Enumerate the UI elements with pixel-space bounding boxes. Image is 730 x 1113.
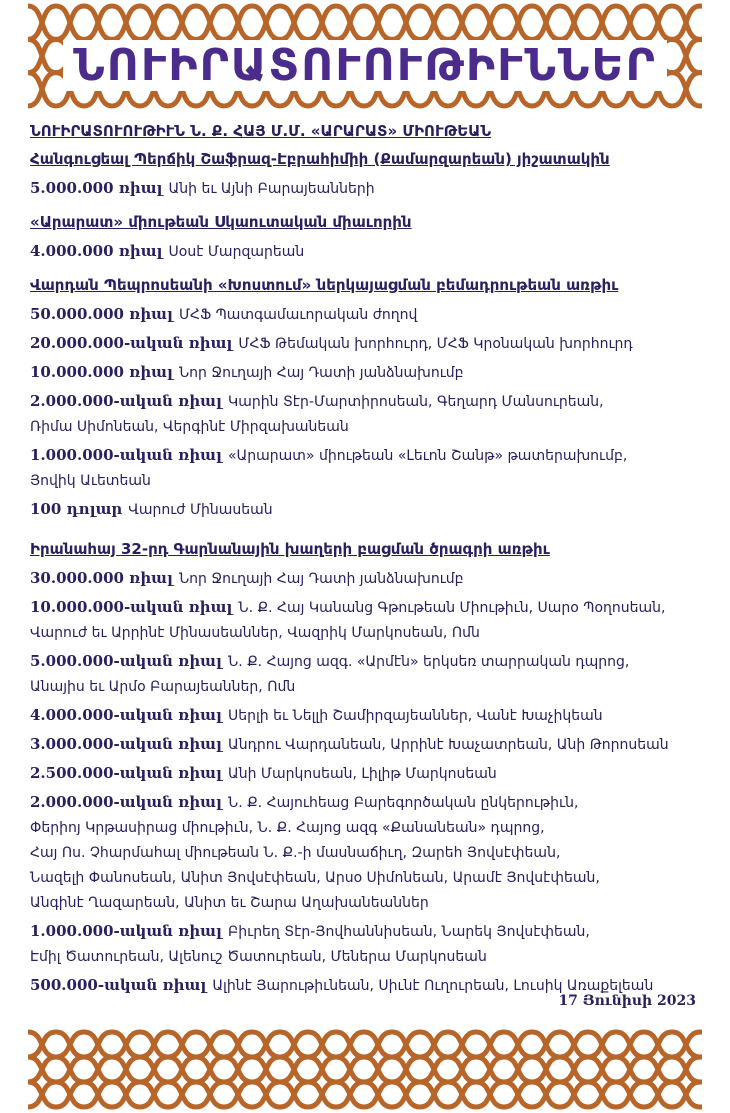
ornament-strand <box>700 1082 702 1107</box>
donors: Կարին Տէր-Մարտիրոսեան, Գեղարդ Մանսուրեան, <box>227 394 604 410</box>
ornament-strand <box>532 1057 560 1082</box>
ornament-strand <box>84 1057 112 1082</box>
list-item <box>30 790 700 915</box>
amount: 50.000.000 ռիալ <box>30 305 173 323</box>
ornament-strand <box>280 1082 308 1107</box>
donors: Անդրու Վարդանեան, Արրինէ Խաչատրեան, Անի Թորոսեան <box>227 737 669 753</box>
ornament-strand <box>56 6 84 39</box>
ornament-strand <box>588 1057 616 1082</box>
ornament-strand <box>224 1032 252 1057</box>
donors: Նոր Ջուղայի Հայ Դատի յանձնախումբ <box>178 571 464 587</box>
donors-cont: Ռիմա Սիմոնեան, Վերգինէ Միրզախանեան <box>30 419 349 435</box>
section-heading-3: Վարդան Պեպրոսեանի «Խոստում» ներկայացման բեմադրութեան առթիւ <box>30 276 619 294</box>
donors: Ալինէ Յարութիւնեան, Սիւնէ Ուղուրեան, Լուսիկ Առաքելեան <box>212 978 654 994</box>
ornament-strand <box>700 1057 702 1082</box>
ornament-strand <box>504 1082 532 1107</box>
ornament-strand <box>700 1032 702 1057</box>
ornament-strand <box>196 6 224 39</box>
ornament-strand <box>644 6 672 39</box>
donors: Ն. Ք. Հայ Կանանց Գթութեան Միութիւն, Սարօ Պօղոսեան, <box>238 600 666 616</box>
ornament-strand <box>252 1032 280 1057</box>
donors-cont: Հայ Ոս. Չհարմահալ միութեան Ն. Ք.-ի մասնաճիւղ, Զարեհ Յովսէփեան, <box>30 845 561 861</box>
ornament-strand <box>280 1032 308 1057</box>
amount: 2.000.000-ական ռիալ <box>30 392 222 410</box>
list-item <box>30 649 700 699</box>
ornament-strand <box>700 1032 702 1057</box>
ornament-strand <box>140 1032 168 1057</box>
ornament-strand <box>364 1057 392 1082</box>
ornament-strand <box>700 6 702 39</box>
ornament-strand <box>224 1082 252 1107</box>
donors-cont: Վարուժ եւ Արրինէ Մինասեաններ, Վազրիկ Մարկոսեան, Ոմն <box>30 625 480 641</box>
ornament-strand <box>56 1082 84 1107</box>
ornament-strand <box>672 6 700 39</box>
ornament-strand <box>280 1057 308 1082</box>
ornament-strand <box>616 1082 644 1107</box>
ornament-strand <box>504 1057 532 1082</box>
amount: 20.000.000-ական ռիալ <box>30 334 233 352</box>
ornament-strand <box>84 1082 112 1107</box>
ornament-strand <box>308 6 336 39</box>
list-item <box>30 443 700 493</box>
donors: Նոր Ջուղայի Հայ Դատի յանձնախումբ <box>178 365 464 381</box>
ornament-strand <box>420 6 448 39</box>
ornament-strand <box>560 6 588 39</box>
ornament-strand <box>168 1057 196 1082</box>
ornament-strand <box>308 1032 336 1057</box>
donors-cont: Անգինէ Ղազարեան, Անիտ եւ Շարա Աղախանեաններ <box>30 895 429 911</box>
donors: Սերլի եւ Նելլի Շամիրզայեաններ, Վանէ Խաչիկեան <box>227 708 603 724</box>
ornament-strand <box>224 6 252 39</box>
amount: 1.000.000-ական ռիալ <box>30 922 222 940</box>
ornament-strand <box>448 6 476 39</box>
ornament-strand <box>84 1032 112 1057</box>
list-item <box>30 919 700 969</box>
ornament-strand <box>56 1057 84 1082</box>
amount: 10.000.000 ռիալ <box>30 363 173 381</box>
page-title <box>18 40 712 91</box>
donors: Ն. Ք. Հայուհեաց Բարեգործական ընկերութիւն, <box>227 795 579 811</box>
amount: 5.000.000 ռիալ <box>30 179 163 197</box>
list-item <box>30 239 700 264</box>
donors: «Արարատ» միութեան «Լեւոն Շանթ» թատերախումբ, <box>227 448 628 464</box>
ornament-strand <box>140 6 168 39</box>
ornament-strand <box>224 1057 252 1082</box>
ornament-strand <box>364 6 392 39</box>
ornament-strand <box>504 6 532 39</box>
bottom-ornament-band <box>28 1026 702 1113</box>
ornament-strand <box>420 1032 448 1057</box>
section-heading-1: Հանգուցեալ Պերճիկ Շաֆրազ-Էբրահիմիի (Քամարզարեան) յիշատակին <box>30 150 610 168</box>
ornament-strand <box>112 1057 140 1082</box>
ornament-strand <box>84 6 112 39</box>
donors-cont: Փերիոյ Կրթասիրաց միութիւն, Ն. Ք. Հայոց ազգ «Քանանեան» դպրոց, <box>30 820 545 836</box>
amount: 2.000.000-ական ռիալ <box>30 793 222 811</box>
ornament-strand <box>672 1082 700 1107</box>
amount: 100 դոլար <box>30 500 123 518</box>
list-item <box>30 703 700 728</box>
page-title-text: ՆՈՒԻՐԱՏՈՒՈՒԹԻՒՆՆԵՐ <box>63 40 667 91</box>
ornament-strand <box>336 1057 364 1082</box>
ornament-strand <box>616 1032 644 1057</box>
ornament-strand <box>168 1032 196 1057</box>
donors: Անի Մարկոսեան, Լիլիթ Մարկոսեան <box>227 766 497 782</box>
ornament-strand <box>392 1082 420 1107</box>
list-item <box>30 761 700 786</box>
amount: 500.000-ական ռիալ <box>30 976 207 994</box>
ornament-strand <box>308 1057 336 1082</box>
list-item <box>30 331 700 356</box>
ornament-strand <box>140 1082 168 1107</box>
ornament-strand <box>588 1032 616 1057</box>
ornament-strand <box>532 1082 560 1107</box>
amount: 10.000.000-ական ռիալ <box>30 598 233 616</box>
ornament-strand <box>28 1032 56 1057</box>
ornament-strand <box>392 1032 420 1057</box>
donors: Վարուժ Մինասեան <box>128 502 273 518</box>
ornament-strand <box>168 6 196 39</box>
ornament-strand <box>28 1057 56 1082</box>
ornament-strand <box>112 1032 140 1057</box>
list-item <box>30 566 700 591</box>
ornament-strand <box>700 1082 702 1107</box>
ornament-strand <box>560 1032 588 1057</box>
ornament-strand <box>364 1082 392 1107</box>
amount: 4.000.000-ական ռիալ <box>30 706 222 724</box>
list-item <box>30 389 700 439</box>
donations-list <box>30 116 700 998</box>
ornament-strand <box>448 1082 476 1107</box>
publication-date: 17 Յունիսի 2023 <box>558 993 696 1009</box>
amount: 3.000.000-ական ռիալ <box>30 735 222 753</box>
ornament-strand <box>476 1057 504 1082</box>
ornament-strand <box>392 6 420 39</box>
ornament-strand <box>392 1057 420 1082</box>
ornament-strand <box>28 1082 56 1107</box>
ornament-strand <box>560 1057 588 1082</box>
ornament-strand <box>336 1032 364 1057</box>
section-heading-main: ՆՈՒԻՐԱՏՈՒՈՒԹԻՒՆ Ն. Ք. ՀԱՅ Մ.Մ. «ԱՐԱՐԱՏ» ՄԻՈՒԹԵԱՆ <box>30 122 492 140</box>
ornament-strand <box>252 1082 280 1107</box>
ornament-strand <box>672 1057 700 1082</box>
ornament-strand <box>532 1032 560 1057</box>
ornament-strand <box>672 1032 700 1057</box>
ornament-strand <box>252 1057 280 1082</box>
donors: ՄՀՖ Պատգամաւորական ժողով <box>178 307 418 323</box>
ornament-strand <box>280 6 308 39</box>
ornament-strand <box>700 6 702 39</box>
amount: 5.000.000-ական ռիալ <box>30 652 222 670</box>
ornament-strand <box>112 6 140 39</box>
ornament-strand <box>420 1057 448 1082</box>
ornament-strand <box>364 1032 392 1057</box>
donors-cont: Յովիկ Աւետեան <box>30 473 151 489</box>
ornament-strand <box>448 1032 476 1057</box>
ornament-strand <box>336 1082 364 1107</box>
ornament-strand <box>560 1082 588 1107</box>
ornament-strand <box>476 1032 504 1057</box>
ornament-strand <box>28 6 56 39</box>
ornament-strand <box>644 1032 672 1057</box>
list-item <box>30 302 700 327</box>
ornament-strand <box>476 6 504 39</box>
ornament-strand <box>448 1057 476 1082</box>
section-heading-4: Իրանահայ 32-րդ Գարնանային խաղերի բացման ծրագրի առթիւ <box>30 540 550 558</box>
ornament-strand <box>476 1082 504 1107</box>
amount: 1.000.000-ական ռիալ <box>30 446 222 464</box>
ornament-strand <box>336 6 364 39</box>
ornament-strand <box>196 1032 224 1057</box>
section-heading-2: «Արարատ» միութեան Սկաուտական միաւորին <box>30 213 412 231</box>
ornament-strand <box>252 6 280 39</box>
ornament-strand <box>644 1057 672 1082</box>
amount: 2.500.000-ական ռիալ <box>30 764 222 782</box>
ornament-strand <box>196 1057 224 1082</box>
document-page <box>18 0 712 1113</box>
list-item <box>30 732 700 757</box>
ornament-strand <box>504 1032 532 1057</box>
ornament-strand <box>308 1082 336 1107</box>
ornament-strand <box>112 1082 140 1107</box>
list-item <box>30 595 700 645</box>
donors-cont: Էմիլ Ծատուրեան, Ալենուշ Ծատուրեան, Մեներա Մարկոսեան <box>30 949 487 965</box>
donors-cont: Նազելի Փանոսեան, Անիտ Յովսէփեան, Արսօ Սիմոնեան, Արամէ Յովսէփեան, <box>30 870 600 886</box>
ornament-strand <box>700 1057 702 1082</box>
ornament-strand <box>588 1082 616 1107</box>
ornament-strand <box>56 1032 84 1057</box>
amount: 30.000.000 ռիալ <box>30 569 173 587</box>
ornament-strand <box>644 1082 672 1107</box>
ornament-strand <box>140 1057 168 1082</box>
donors: Անի եւ Այնի Բարայեանների <box>168 181 375 197</box>
donors: ՄՀՖ Թեմական խորհուրդ, ՄՀՖ Կրօնական խորհուրդ <box>238 336 633 352</box>
donors: Բիւրեղ Տէր-Յովհաննիսեան, Նարեկ Յովսէփեան, <box>227 924 590 940</box>
amount: 4.000.000 ռիալ <box>30 242 163 260</box>
ornament-strand <box>420 1082 448 1107</box>
donors: Ն. Ք. Հայոց ազգ. «Արմէն» երկսեռ տարրական դպրոց, <box>227 654 630 670</box>
donors-cont: Անայիս եւ Արմօ Բարայեաններ, Ոմն <box>30 679 296 695</box>
ornament-strand <box>616 1057 644 1082</box>
ornament-strand <box>196 1082 224 1107</box>
donors: Սօսէ Մարզարեան <box>168 244 305 260</box>
list-item <box>30 497 700 522</box>
ornament-strand <box>616 6 644 39</box>
ornament-strand <box>588 6 616 39</box>
list-item <box>30 176 700 201</box>
ornament-strand <box>532 6 560 39</box>
ornament-strand <box>168 1082 196 1107</box>
list-item <box>30 360 700 385</box>
